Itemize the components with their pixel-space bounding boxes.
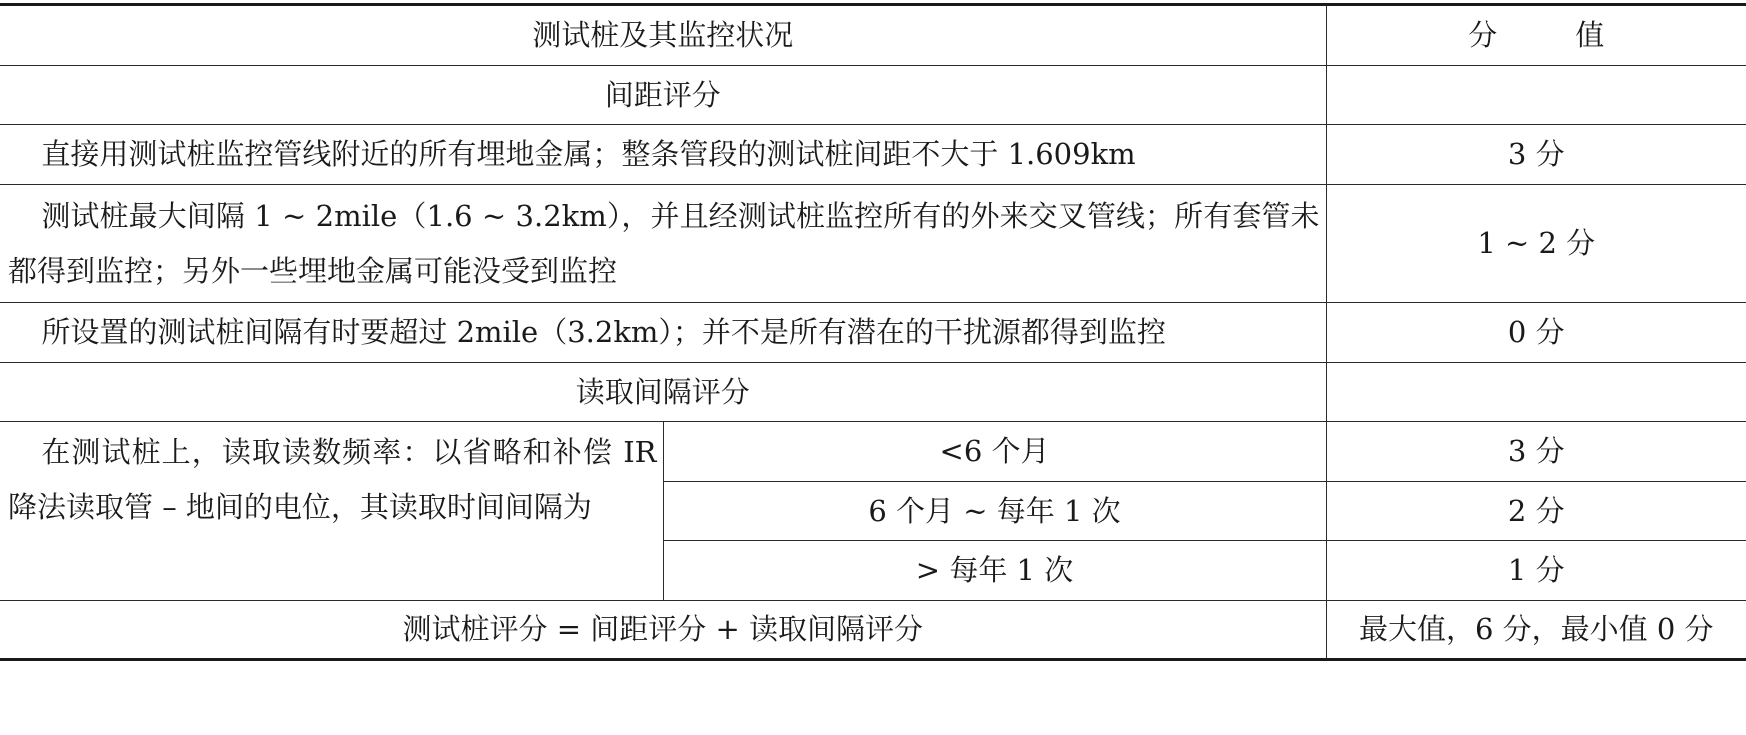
score-cell: 0 分 [1326,303,1746,363]
empty-cell [1326,66,1746,125]
value-header-part1: 分 [1468,18,1498,52]
section-title-row [0,363,1746,422]
reading-section-title: 读取间隔评分 [0,363,1326,422]
table-row [0,303,1746,363]
condition-header: 测试桩及其监控状况 [0,5,1326,66]
total-row [0,601,1746,660]
score-cell: 2 分 [1326,482,1746,541]
condition-cell: 所设置的测试桩间隔有时要超过 2mile（3.2km）；并不是所有潜在的干扰源都得到监控 [0,303,1326,363]
empty-cell [1326,363,1746,422]
score-cell: 3 分 [1326,422,1746,482]
reading-description-cell: 在测试桩上，读取读数频率：以省略和补偿 IR 降法读取管 – 地间的电位，其读取时间间隔为 [0,422,663,601]
section-title-row [0,66,1746,125]
interval-cell: > 每年 1 次 [663,541,1326,601]
table-row [0,125,1746,185]
header-row [0,5,1746,66]
score-cell: 3 分 [1326,125,1746,185]
table-row [0,422,1746,482]
total-range: 最大值，6 分，最小值 0 分 [1326,601,1746,660]
condition-cell: 测试桩最大间隔 1 ~ 2mile（1.6 ~ 3.2km），并且经测试桩监控所有的外来交叉管线；所有套管未都得到监控；另外一些埋地金属可能没受到监控 [0,185,1326,303]
score-cell: 1 ~ 2 分 [1326,185,1746,303]
interval-cell: <6 个月 [663,422,1326,482]
interval-cell: 6 个月 ~ 每年 1 次 [663,482,1326,541]
score-cell: 1 分 [1326,541,1746,601]
table-row [0,185,1746,303]
value-header-part2: 值 [1575,18,1605,52]
total-formula: 测试桩评分 = 间距评分 + 读取间隔评分 [0,601,1326,660]
condition-cell: 直接用测试桩监控管线附近的所有埋地金属；整条管段的测试桩间距不大于 1.609km [0,125,1326,185]
test-pile-score-table [0,3,1746,661]
spacing-section-title: 间距评分 [0,66,1326,125]
value-header [1326,5,1746,66]
